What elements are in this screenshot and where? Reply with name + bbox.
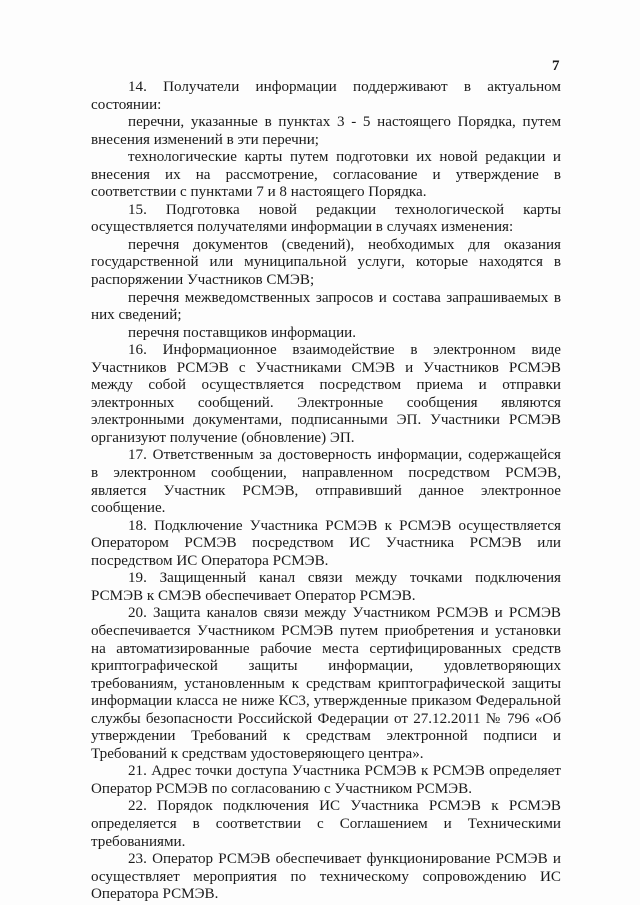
paragraph-23: 23. Оператор РСМЭВ обеспечивает функционирование РСМЭВ и осуществляет мероприятия по техническому сопровождению ИС Оператора РСМЭВ.: [91, 851, 561, 903]
paragraph-15-item-providers: перечня поставщиков информации.: [128, 324, 357, 341]
paragraph-15-item-documents: перечня документов (сведений), необходимых для оказания государственной или муниципальной услуги, которые находятся в распоряжении Участников СМЭВ;: [91, 236, 561, 289]
paragraph-14-item-tech-cards: технологические карты путем подготовки их новой редакции и внесения их на рассмотрение, согласование и утверждение в соответствии с пунктами 7 и 8 настоящего Порядка.: [91, 149, 561, 201]
paragraph-14-item-lists: перечни, указанные в пунктах 3 - 5 настоящего Порядка, путем внесения изменений в эти перечни;: [91, 114, 561, 148]
paragraph-17: 17. Ответственным за достоверность информации, содержащейся в электронном сообщении, направленном посредством РСМЭВ, является Участник РСМЭВ, отправивший данное электронное сообщение.: [91, 447, 561, 517]
paragraph-15: 15. Подготовка новой редакции технологической карты осуществляется получателями информации в случаях изменения:: [91, 201, 561, 236]
paragraph-22: 22. Порядок подключения ИС Участника РСМЭВ к РСМЭВ определяется в соответствии с Соглашением и Техническими требованиями.: [91, 798, 561, 850]
paragraph-18: 18. Подключение Участника РСМЭВ к РСМЭВ осуществляется Оператором РСМЭВ посредством ИС Участника РСМЭВ или посредством ИС Оператора РСМЭВ.: [91, 517, 561, 569]
paragraph-19: 19. Защищенный канал связи между точками подключения РСМЭВ к СМЭВ обеспечивает Оператор РСМЭВ.: [91, 570, 561, 604]
document-body: [91, 79, 561, 904]
paragraph-21: 21. Адрес точки доступа Участника РСМЭВ к РСМЭВ определяет Оператор РСМЭВ по согласованию с Участником РСМЭВ.: [91, 763, 561, 797]
paragraph-14: 14. Получатели информации поддерживают в актуальном состоянии:: [91, 79, 561, 113]
paragraph-16: 16. Информационное взаимодействие в электронном виде Участников РСМЭВ с Участниками СМЭВ и Участников РСМЭВ между собой осуществляется посредством приема и отправки электронных сообщений. Электронные сообщения являются электронными документами, подписанными ЭП. Участники РСМЭВ организуют получение (обновление) ЭП.: [91, 342, 561, 446]
paragraph-15-item-requests: перечня межведомственных запросов и состава запрашиваемых в них сведений;: [91, 289, 561, 324]
paragraph-20: 20. Защита каналов связи между Участником РСМЭВ и РСМЭВ обеспечивается Участником РСМЭВ путем приобретения и установки на автоматизированные рабочие места сертифицированных средств криптографической защиты информации, удовлетворяющих требованиям, установленным к средствам криптографической защиты информации класса не ниже КС3, утвержденные приказом Федеральной службы безопасности Российской Федерации от 27.12.2011 № 796 «Об утверждении Требований к средствам электронной подписи и Требований к средствам удостоверяющего центра».: [91, 605, 561, 762]
page-number: 7: [552, 58, 560, 74]
